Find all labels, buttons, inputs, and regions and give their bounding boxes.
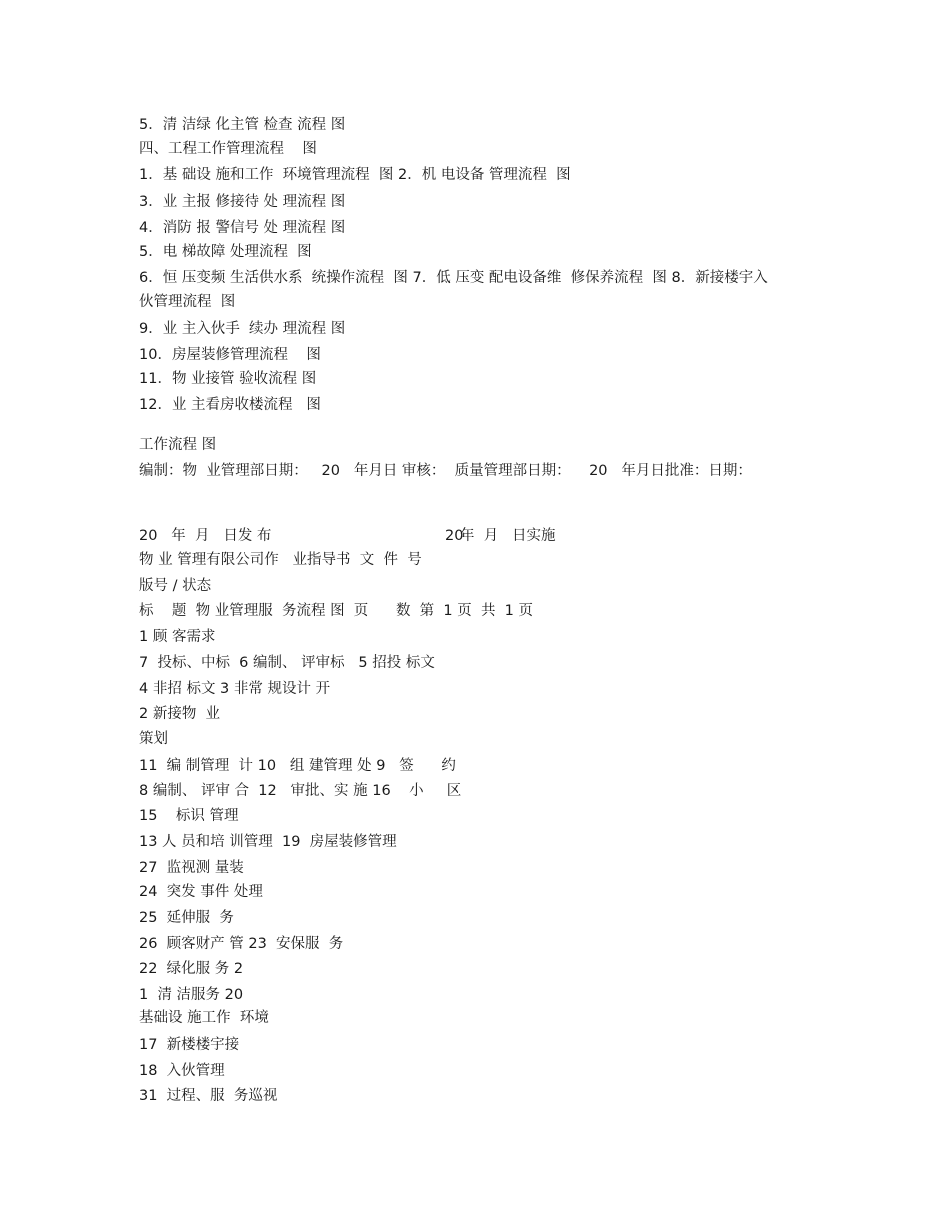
text-line: 策划 — [139, 731, 168, 747]
text-line: 4 非招 标文 3 非常 规设计 开 — [139, 681, 331, 697]
text-line: 13 人 员和培 训管理 19 房屋装修管理 — [139, 834, 397, 850]
text-line: 7 投标、中标 6 编制、 评审标 5 招投 标文 — [139, 655, 435, 671]
text-line: 物 业 管理有限公司作 业指导书 文 件 号 — [139, 552, 422, 568]
effective-date-year: 20 — [445, 528, 464, 544]
text-line: 基础设 施工作 环境 — [139, 1010, 269, 1026]
text-line: 11．物 业接管 验收流程 图 — [139, 371, 317, 387]
text-line: 31 过程、服 务巡视 — [139, 1088, 278, 1104]
text-line: 12．业 主看房收楼流程 图 — [139, 397, 321, 413]
section-heading: 四、工程工作管理流程 图 — [139, 141, 317, 157]
text-line: 22 绿化服 务 2 — [139, 961, 244, 977]
text-line: 1 清 洁服务 20 — [139, 987, 244, 1003]
text-line: 版号 / 状态 — [139, 578, 212, 594]
text-line: 5．清 洁绿 化主管 检查 流程 图 — [139, 117, 346, 133]
effective-date: 年 月 日实施 — [460, 528, 556, 544]
approval-line: 编制：物 业管理部日期： 20 年月日 审核： 质量管理部日期： 20 年月日批准：日期： — [139, 463, 752, 479]
text-line: 24 突发 事件 处理 — [139, 884, 263, 900]
text-line: 4．消防 报 警信号 处 理流程 图 — [139, 220, 346, 236]
text-line: 6．恒 压变频 生活供水系 统操作流程 图 7．低 压变 配电设备维 修保养流程 图 8．新接楼宇入 — [139, 270, 768, 286]
text-line: 2 新接物 业 — [139, 706, 221, 722]
text-line: 8 编制、 评审 合 12 审批、实 施 16 小 区 — [139, 783, 462, 799]
text-line: 9．业 主入伙手 续办 理流程 图 — [139, 321, 346, 337]
text-line: 27 监视测 量装 — [139, 860, 244, 876]
text-line: 26 顾客财产 管 23 安保服 务 — [139, 936, 344, 952]
text-line: 1 顾 客需求 — [139, 629, 216, 645]
text-line: 25 延伸服 务 — [139, 910, 234, 926]
text-line: 3．业 主报 修接待 处 理流程 图 — [139, 194, 346, 210]
publish-date: 20 年 月 日发 布 — [139, 528, 272, 544]
text-line: 11 编 制管理 计 10 组 建管理 处 9 签 约 — [139, 758, 456, 774]
text-line: 1．基 础设 施和工作 环境管理流程 图 2．机 电设备 管理流程 图 — [139, 167, 571, 183]
text-line: 18 入伙管理 — [139, 1063, 225, 1079]
text-line: 17 新楼楼宇接 — [139, 1037, 240, 1053]
text-line: 10．房屋装修管理流程 图 — [139, 347, 321, 363]
doc-title: 工作流程 图 — [139, 437, 217, 453]
text-line: 15 标识 管理 — [139, 808, 239, 824]
text-line: 伙管理流程 图 — [139, 294, 236, 310]
text-line: 5．电 梯故障 处理流程 图 — [139, 244, 312, 260]
text-line: 标 题 物 业管理服 务流程 图 页 数 第 1 页 共 1 页 — [139, 603, 534, 619]
